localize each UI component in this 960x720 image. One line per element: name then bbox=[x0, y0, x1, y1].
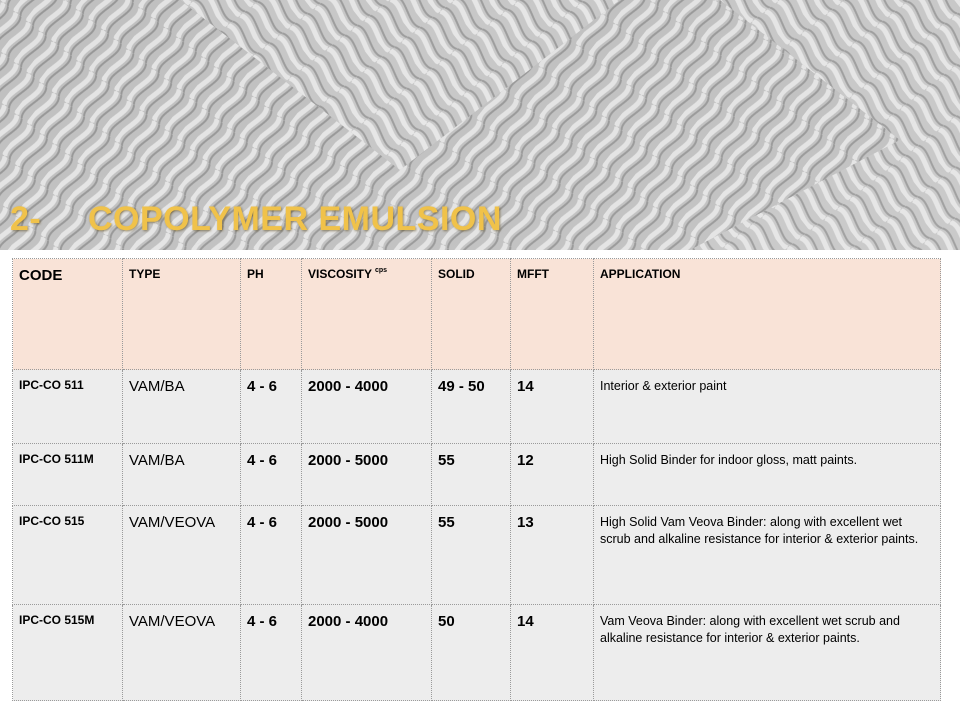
cell-viscosity: 2000 - 4000 bbox=[302, 605, 432, 701]
cell-ph: 4 - 6 bbox=[241, 605, 302, 701]
cell-application: High Solid Vam Veova Binder: along with excellent wet scrub and alkaline resistance for interior & exterior paints. bbox=[594, 506, 941, 605]
header-viscosity-label: VISCOSITY bbox=[308, 267, 373, 281]
cell-ph: 4 - 6 bbox=[241, 370, 302, 444]
cell-ph: 4 - 6 bbox=[241, 506, 302, 605]
header-solid: SOLID bbox=[432, 259, 511, 370]
cell-mfft: 12 bbox=[511, 444, 594, 506]
cell-mfft: 13 bbox=[511, 506, 594, 605]
cell-code: IPC-CO 515M bbox=[13, 605, 123, 701]
cell-ph: 4 - 6 bbox=[241, 444, 302, 506]
cell-solid: 49 - 50 bbox=[432, 370, 511, 444]
table-row bbox=[13, 444, 941, 506]
header-application: APPLICATION bbox=[594, 259, 941, 370]
table-row bbox=[13, 506, 941, 605]
cell-application: Interior & exterior paint bbox=[594, 370, 941, 444]
product-spec-table bbox=[12, 258, 941, 701]
cell-viscosity: 2000 - 4000 bbox=[302, 370, 432, 444]
table-row bbox=[13, 370, 941, 444]
cell-application: Vam Veova Binder: along with excellent wet scrub and alkaline resistance for interior & exterior paints. bbox=[594, 605, 941, 701]
cell-viscosity: 2000 - 5000 bbox=[302, 444, 432, 506]
cell-code: IPC-CO 511 bbox=[13, 370, 123, 444]
cell-type: VAM/VEOVA bbox=[123, 506, 241, 605]
cell-type: VAM/BA bbox=[123, 444, 241, 506]
cell-solid: 50 bbox=[432, 605, 511, 701]
header-mfft: MFFT bbox=[511, 259, 594, 370]
table-row bbox=[13, 605, 941, 701]
header-type: TYPE bbox=[123, 259, 241, 370]
header-code: CODE bbox=[13, 259, 123, 370]
slide-title bbox=[10, 200, 502, 239]
cell-mfft: 14 bbox=[511, 605, 594, 701]
table-header-row bbox=[13, 259, 941, 370]
cell-viscosity: 2000 - 5000 bbox=[302, 506, 432, 605]
cell-type: VAM/BA bbox=[123, 370, 241, 444]
header-viscosity-unit: cps bbox=[375, 267, 388, 274]
cell-solid: 55 bbox=[432, 444, 511, 506]
section-number: 2- bbox=[10, 200, 42, 238]
cell-mfft: 14 bbox=[511, 370, 594, 444]
header-ph: PH bbox=[241, 259, 302, 370]
header-viscosity bbox=[302, 259, 432, 370]
section-title-text: COPOLYMER EMULSION bbox=[88, 200, 502, 238]
cell-application: High Solid Binder for indoor gloss, matt paints. bbox=[594, 444, 941, 506]
cell-type: VAM/VEOVA bbox=[123, 605, 241, 701]
cell-code: IPC-CO 511M bbox=[13, 444, 123, 506]
cell-code: IPC-CO 515 bbox=[13, 506, 123, 605]
cell-solid: 55 bbox=[432, 506, 511, 605]
